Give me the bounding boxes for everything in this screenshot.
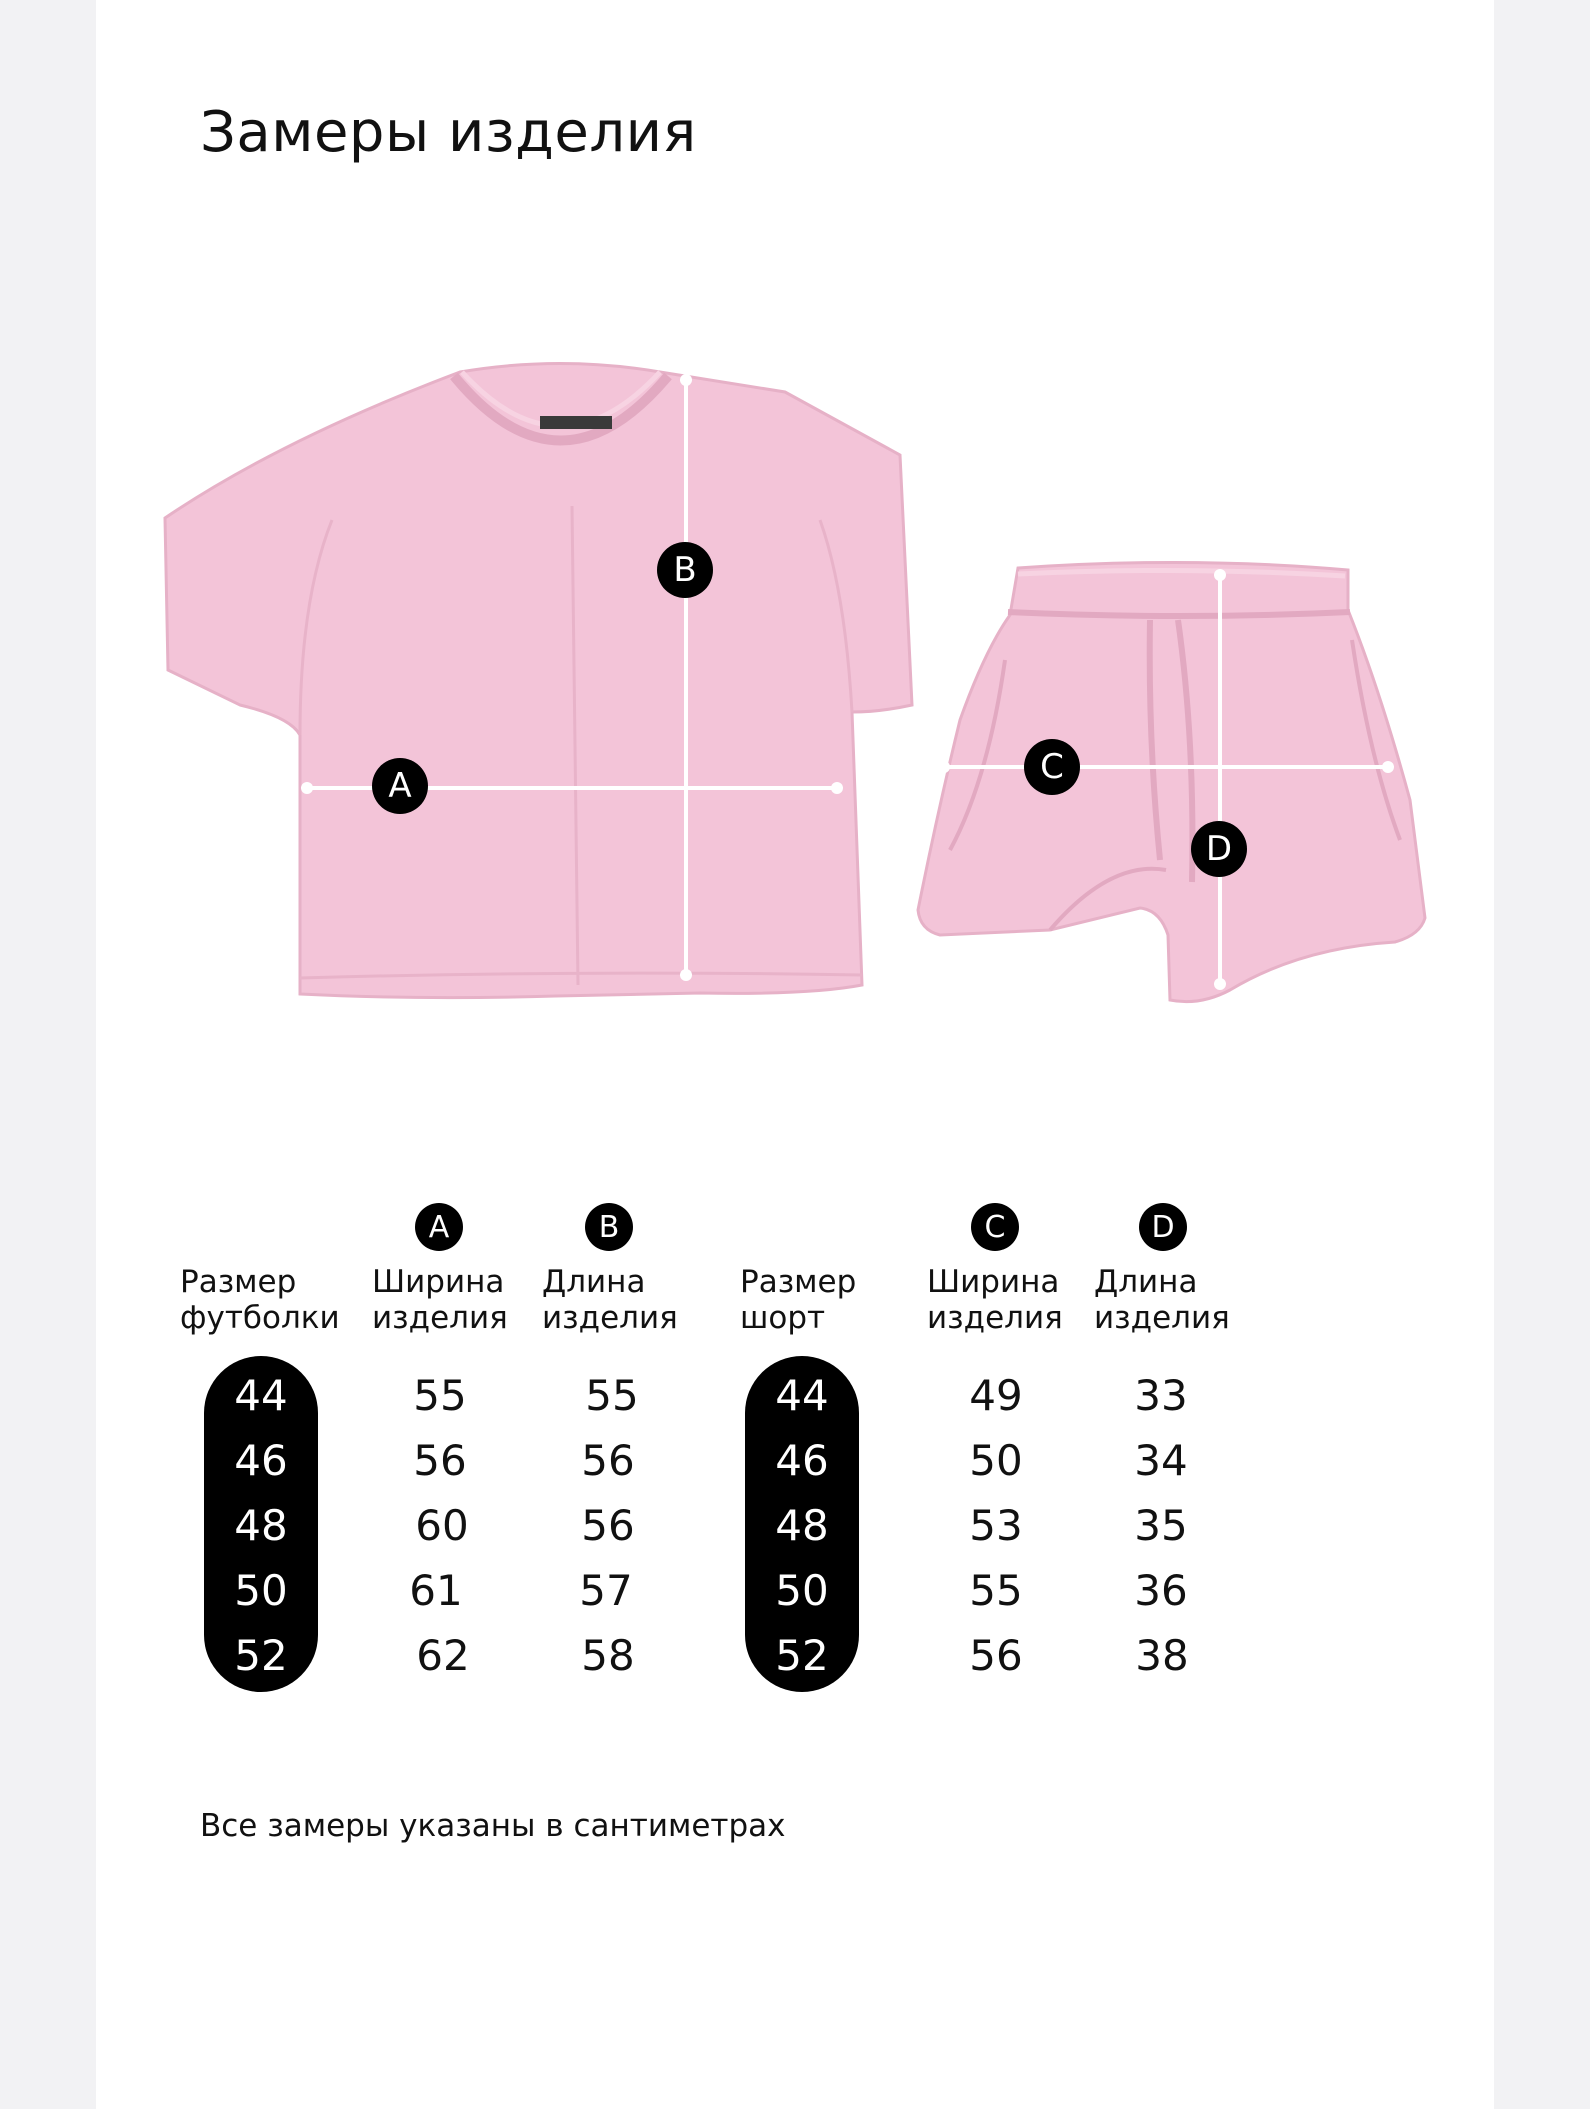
tshirt-length-cell: 56 — [581, 1501, 635, 1550]
tshirt-width-cell: 61 — [409, 1566, 463, 1615]
page-title: Замеры изделия — [200, 100, 697, 165]
header-badge-c: C — [971, 1203, 1019, 1251]
shorts-width-cell: 50 — [969, 1436, 1023, 1485]
tshirt-length-cell: 57 — [579, 1566, 633, 1615]
shorts-size-cell: 44 — [775, 1371, 829, 1420]
tshirt-width-cell: 56 — [413, 1436, 467, 1485]
tshirt-size-cell: 46 — [234, 1436, 288, 1485]
marker-d-badge: D — [1191, 821, 1247, 877]
column-header-width-a: Ширина изделия — [372, 1264, 508, 1336]
marker-c-badge: C — [1024, 739, 1080, 795]
column-header-length-b: Длина изделия — [542, 1264, 678, 1336]
tshirt-width-cell: 62 — [416, 1631, 470, 1680]
shorts-size-cell: 48 — [775, 1501, 829, 1550]
column-header-length-d: Длина изделия — [1094, 1264, 1230, 1336]
shorts-width-cell: 53 — [969, 1501, 1023, 1550]
tshirt-size-cell: 50 — [234, 1566, 288, 1615]
header-badge-d: D — [1139, 1203, 1187, 1251]
tshirt-length-cell: 55 — [585, 1371, 639, 1420]
column-header-shorts-size: Размер шорт — [740, 1264, 857, 1336]
marker-b-badge: B — [657, 542, 713, 598]
tshirt-length-cell: 58 — [581, 1631, 635, 1680]
shorts-size-cell: 46 — [775, 1436, 829, 1485]
marker-a-badge: A — [372, 758, 428, 814]
shorts-size-cell: 50 — [775, 1566, 829, 1615]
shorts-length-cell: 34 — [1134, 1436, 1188, 1485]
tshirt-size-cell: 48 — [234, 1501, 288, 1550]
tshirt-size-cell: 44 — [234, 1371, 288, 1420]
tshirt-length-cell: 56 — [581, 1436, 635, 1485]
shorts-length-cell: 35 — [1134, 1501, 1188, 1550]
shorts-length-cell: 38 — [1135, 1631, 1189, 1680]
shorts-size-cell: 52 — [775, 1631, 829, 1680]
tshirt-width-cell: 55 — [413, 1371, 467, 1420]
column-header-width-c: Ширина изделия — [927, 1264, 1063, 1336]
tshirt-size-cell: 52 — [234, 1631, 288, 1680]
shorts-width-cell: 55 — [969, 1566, 1023, 1615]
tshirt-width-cell: 60 — [415, 1501, 469, 1550]
shorts-length-cell: 33 — [1134, 1371, 1188, 1420]
units-footnote: Все замеры указаны в сантиметрах — [200, 1808, 786, 1844]
shorts-image — [918, 562, 1425, 1001]
header-badge-b: B — [585, 1203, 633, 1251]
shorts-width-cell: 56 — [969, 1631, 1023, 1680]
tshirt-image — [165, 364, 912, 998]
header-badge-a: A — [415, 1203, 463, 1251]
shorts-length-cell: 36 — [1134, 1566, 1188, 1615]
shorts-width-cell: 49 — [969, 1371, 1023, 1420]
column-header-tshirt-size: Размер футболки — [180, 1264, 340, 1336]
